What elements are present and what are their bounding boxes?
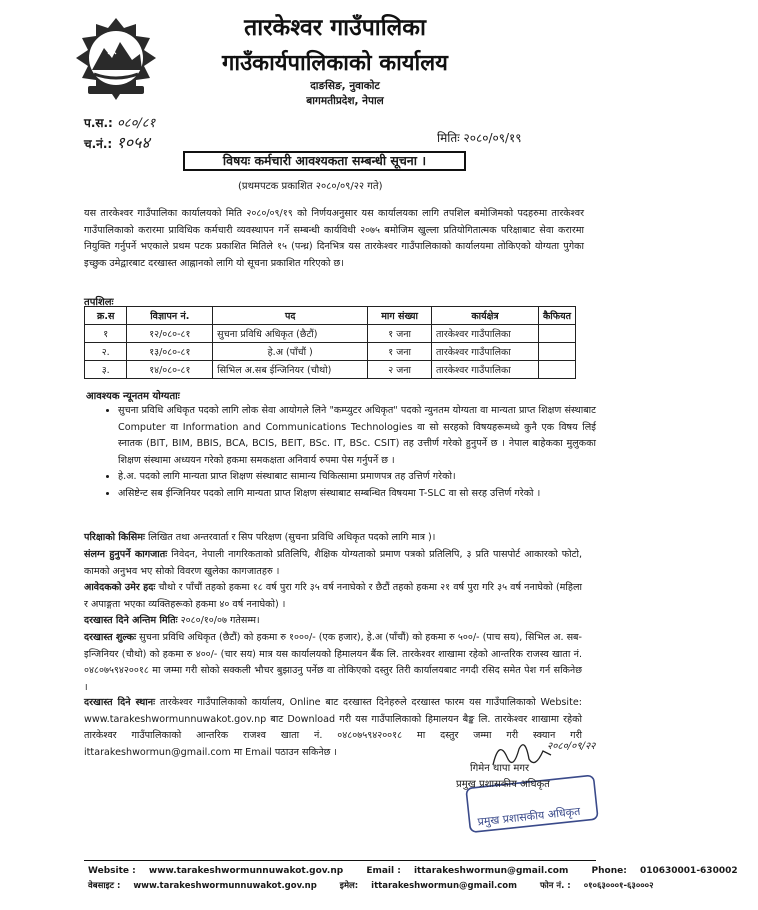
chalan-label: च.नं.: xyxy=(84,137,113,151)
email-link[interactable]: ittarakeshwormun@gmail.com xyxy=(413,866,569,876)
intro-paragraph: यस तारकेश्वर गाउँपालिका कार्यालयको मिति २०८०/०९/१९ को निर्णयअनुसार यस कार्यालयका लागि तपशिल बमोजिमको पदहरुमा तारकेश्वर गाउँपालिकाको करारमा प्राविधिक कर्मचारी व्यवस्थापन गर्ने सम्बन्धी कार्यविधी २०७५ बमोजिम खुल्ला प्रतियोगितात्मक परिक्षाबाट सेवा करारमा नियुक्ति गर्नुपर्ने भएकाले प्रथम पटक प्रकाशित मितिले १५ (पन्ध्र) दिनभित्र यस तारकेश्वर गाउँपालिकाको कार्यालयमा तोकिएको योग्यता पुगेका इच्छुक उमेद्वारबाट दरखास्त आह्नानको लागि यो सूचना प्रकाशित गरिएको छ। xyxy=(84,208,584,269)
first-publication-note: (प्रथमपटक प्रकाशित २०८०/०९/२२ गते) xyxy=(238,181,383,192)
cell-remarks xyxy=(538,361,575,379)
email-link-np[interactable]: ittarakeshwormun@gmail.com xyxy=(371,881,517,891)
office-name: तारकेश्वर गाउँपालिका xyxy=(244,15,426,41)
list-item: • सुचना प्रविधि अधिकृत पदको लागि लोक सेवा आयोगले लिने "कम्प्युटर अधिकृत" पदको न्युनतम योग्यता वा मान्यता प्राप्त शिक्षण संस्थाबाट Computer वा Information and Communications Technologies वा सो सरहको विषयहरूमध्ये कुनै एक विषय लिई स्नातक (BIT, BIM, BBIS, BCA, BCIS, BEIT, BSc. IT, BSc. CSIT) तह उत्तीर्ण गरेको हुनुपर्ने छ । नेपाल बाहेकका मुलुकका शिक्षण संस्थामा अध्ययन गरेको हकमा समकक्षता अनिवार्य रुपमा पेस गर्नुपर्ने छ । xyxy=(118,403,596,469)
cell-ad-number: १२/०८०-८१ xyxy=(127,325,213,343)
cell-ad-number: १३/०८०-८१ xyxy=(127,343,213,361)
cell-workplace: तारकेश्वर गाउँपालिका xyxy=(432,361,539,379)
cell-demand: १ जना xyxy=(368,325,432,343)
cell-serial: १ xyxy=(85,325,127,343)
cell-remarks xyxy=(538,325,575,343)
required-documents xyxy=(84,547,582,580)
email-label-np: इमेल: xyxy=(339,881,359,891)
signatory-title: प्रमुख प्रशासकीय अधिकृत xyxy=(456,779,550,790)
ps-value: ०८०/८१ xyxy=(117,116,156,131)
table-header-row xyxy=(85,307,576,325)
col-remarks: कैफियत xyxy=(538,307,575,325)
place-text: तारकेश्वर गाउँपालिकाको कार्यालय, Online बाट दरखास्त दिनेहरुले दरखास्त फारम यस गाउँपालिकाको Website: www.tarakeshwormunnuwakot.gov.np बाट Download गरी यस गाउँपालिकाको हिमालयन बैङ्क लि. तारकेश्वर शाखामा रहेको तारकेश्वर गाउँपालिकाको आन्तरिक राजश्व खाता नं. ०४८०७५९४२००१८ मा दस्तुर जम्मा गरी स्क्यान गरी ittarakeshwormun@gmail.com मा Email पठाउन सकिनेछ । xyxy=(84,697,582,758)
cell-post: सुचना प्रविधि अधिकृत (छैटौं) xyxy=(213,325,368,343)
col-workplace: कार्यक्षेत्र xyxy=(432,307,539,325)
address-line-1: दाङसिङ, नुवाकोट xyxy=(310,80,380,92)
exam-label: परिक्षाको किसिमः xyxy=(84,532,145,543)
office-subtitle: गाउँकार्यपालिकाको कार्यालय xyxy=(222,51,448,76)
place-label: दरखास्त दिने स्थानः xyxy=(84,697,156,708)
deadline-label: दरखास्त दिने अन्तिम मितिः xyxy=(84,615,178,626)
deadline xyxy=(84,613,582,630)
cell-post: हे.अ (पाँचौं ) xyxy=(213,343,368,361)
letter-date xyxy=(437,129,522,146)
ps-label: प.स.: xyxy=(84,116,113,130)
signatory-name: गिमेन थापा मगर xyxy=(470,763,530,774)
phone-label: Phone: xyxy=(591,866,627,876)
docs-label: संलग्न हुनुपर्ने कागजातः xyxy=(84,549,168,560)
col-ad-number: विज्ञापन नं. xyxy=(127,307,213,325)
subject-heading: विषयः कर्मचारी आवश्यकता सम्बन्धी सूचना । xyxy=(183,151,466,171)
table-label: तपशिलः xyxy=(84,297,114,308)
phone-number: 010630001-630002 xyxy=(639,866,738,876)
signature-date: २०८०/०९/२२ xyxy=(547,741,596,752)
cell-serial: २. xyxy=(85,343,127,361)
letter-number xyxy=(84,113,155,131)
exam-text: लिखित तथा अन्तरवार्ता र सिप परिक्षण (सुचना प्रविधि अधिकृत पदको लागि मात्र )। xyxy=(144,532,436,543)
phone-label-np: फोन नं. : xyxy=(539,881,571,891)
website-label-np: वेबसाइट : xyxy=(88,881,121,891)
col-demand: माग संख्या xyxy=(368,307,432,325)
list-item: • असिष्टेन्ट सब ईन्जिनियर पदको लागि मान्यता प्राप्त शिक्षण संस्थाबाट सम्बन्धित विषयमा T-SLC वा सो सरह उत्तिर्ण गरेको । xyxy=(118,486,596,503)
cell-workplace: तारकेश्वर गाउँपालिका xyxy=(432,343,539,361)
email-label: Email : xyxy=(366,866,401,876)
footer-divider xyxy=(84,860,596,861)
application-fee xyxy=(84,630,582,696)
table-row xyxy=(85,325,576,343)
stamp-text: प्रमुख प्रशासकीय अधिकृत xyxy=(476,804,581,829)
phone-number-np: ०१०६३०००१-६३०००२ xyxy=(583,881,654,891)
cell-workplace: तारकेश्वर गाउँपालिका xyxy=(432,325,539,343)
footer-nepali xyxy=(88,880,674,891)
cell-serial: ३. xyxy=(85,361,127,379)
footer-english xyxy=(88,866,758,876)
cell-ad-number: १४/०८०-८१ xyxy=(127,361,213,379)
address-line-2: बागमतीप्रदेश, नेपाल xyxy=(306,95,384,107)
table-row xyxy=(85,361,576,379)
col-serial: क्र.स xyxy=(85,307,127,325)
website-link[interactable]: www.tarakeshwormunnuwakot.gov.np xyxy=(148,866,344,876)
cell-post: सिभिल अ.सब ईन्जिनियर (चौथो) xyxy=(213,361,368,379)
age-limit xyxy=(84,580,582,613)
age-text: चौथो र पाँचौं तहको हकमा १८ वर्ष पुरा गरि ३५ वर्ष ननाघेको र छैटौं तहको हकमा २१ वर्ष पुरा गरि ३५ वर्ष ननाघेको (महिला र अपाङ्गता भएका व्यक्तिहरूको हकमा ४० वर्ष ननाघेको) । xyxy=(84,582,582,610)
dispatch-number xyxy=(84,131,150,153)
col-post: पद xyxy=(213,307,368,325)
deadline-text: २०८०/१०/०७ गतेसम्म। xyxy=(177,615,260,626)
exam-type xyxy=(84,530,582,547)
website-label: Website : xyxy=(88,866,136,876)
municipality-emblem-icon xyxy=(70,14,162,106)
requirements-title: आवश्यक न्यूनतम योग्यताः xyxy=(86,391,180,402)
date-label: मितिः xyxy=(437,131,460,145)
age-label: आवेदकको उमेर हदः xyxy=(84,582,156,593)
fee-label: दरखास्त शुल्कः xyxy=(84,632,137,643)
website-link-np[interactable]: www.tarakeshwormunnuwakot.gov.np xyxy=(133,881,317,891)
table-row xyxy=(85,343,576,361)
list-item: • हे.अ. पदको लागि मान्यता प्राप्त शिक्षण संस्थाबाट सामान्य चिकित्सामा प्रमाणपत्र तह उत्तिर्ण गरेको। xyxy=(118,469,596,486)
cell-demand: २ जना xyxy=(368,361,432,379)
cell-remarks xyxy=(538,343,575,361)
requirements-list xyxy=(104,403,596,502)
docs-text: निवेदन, नेपाली नागरिकताको प्रतिलिपि, शैक्षिक योग्यताको प्रमाण पत्रको प्रतिलिपि, ३ प्रति पासपोर्ट आकारको फोटो, कामको अनुभव भए सोको विवरण खुलेका कागजातहरु । xyxy=(84,549,582,577)
cell-demand: १ जना xyxy=(368,343,432,361)
chalan-value: १०५४ xyxy=(116,133,150,152)
fee-text: सुचना प्रविधि अधिकृत (छैटौं) को हकमा रु १०००/- (एक हजार), हे.अ (पाँचौं) को हकमा रु ५००/- (पाच सय), सिभिल अ. सब- इन्जिनियर (चौथो) को हकमा रु ४००/- (चार सय) मात्र यस कार्यालयको हिमालयन बैंक लि. तारकेश्वर शाखामा रहेको आन्तरिक राजस्व खाता नं. ०४८०७५९४२००१८ मा जम्मा गरी सोको सक्कली भौचर बुझाउनु पर्नेछ वा तोकिएको दस्तुर तिरी कार्यालयबाट नगदी रसिद समेत पेश गर्न सकिनेछ । xyxy=(84,632,582,693)
date-value: २०८०/०९/१९ xyxy=(463,131,522,145)
vacancy-table xyxy=(84,306,576,379)
